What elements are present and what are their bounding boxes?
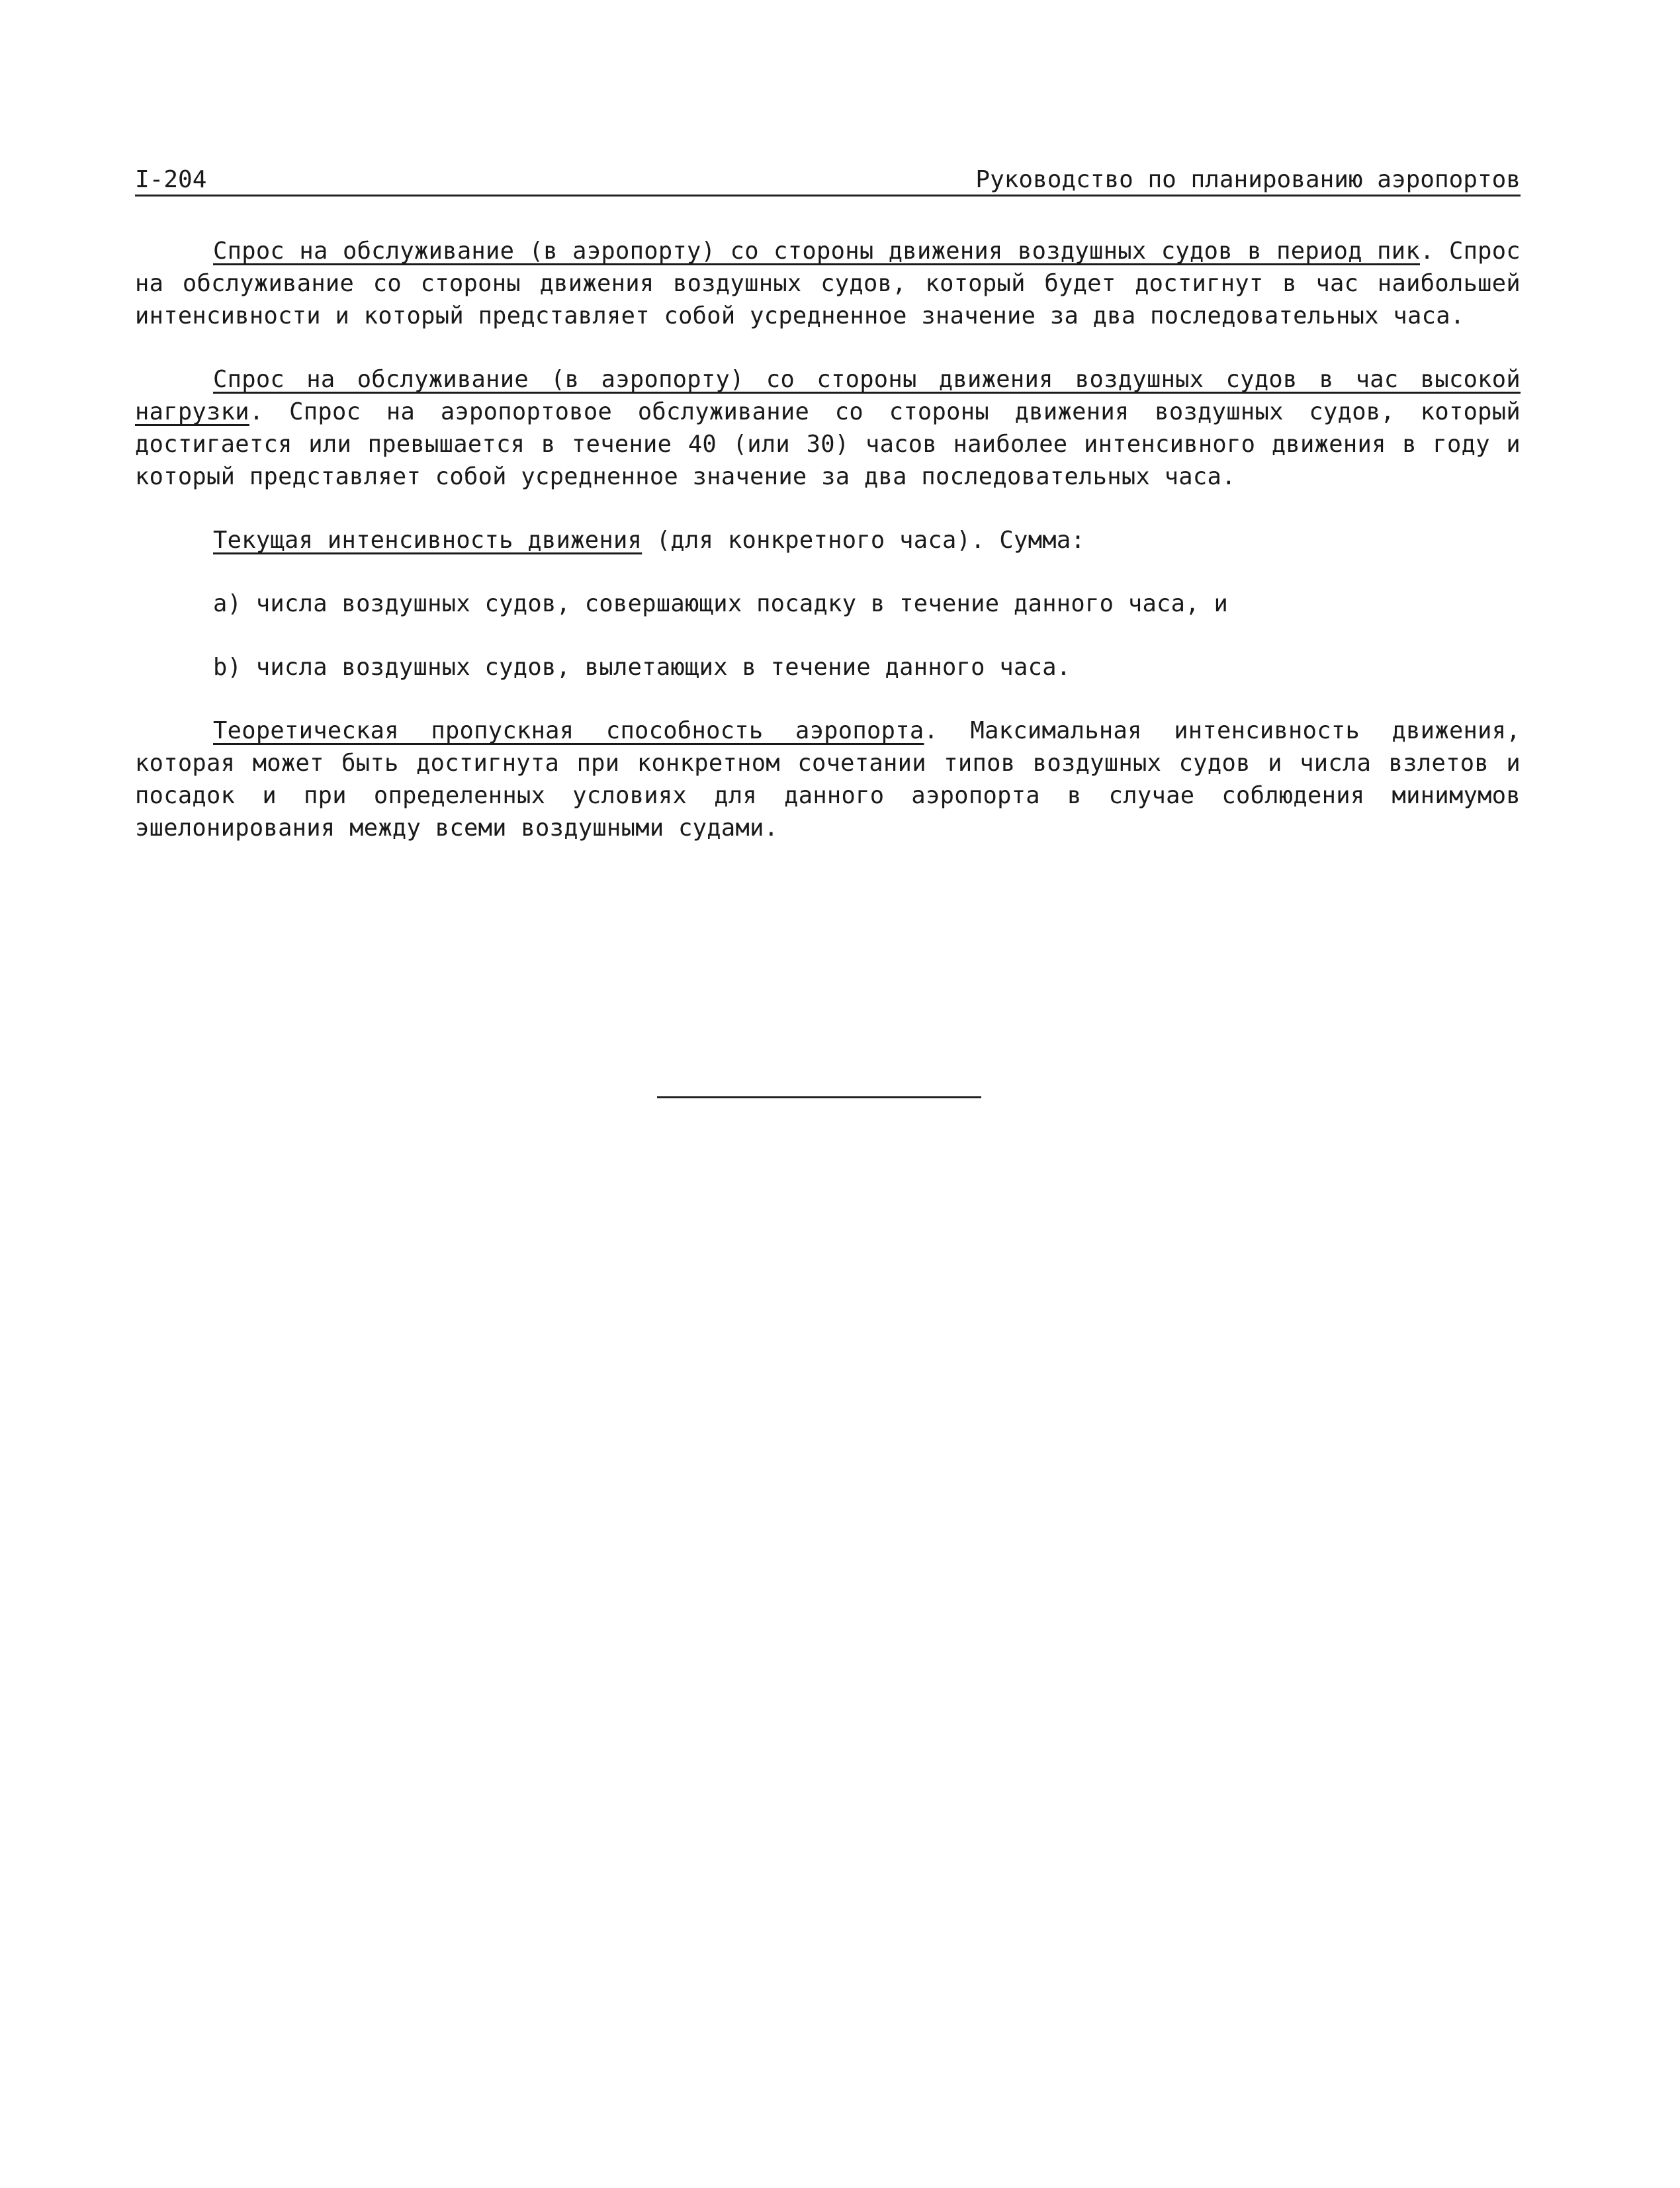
definition-text: . Спрос на аэропортовое обслуживание со стороны движения воздушных судов, который достигается или превышается в течение 40 (или 30) часов наиболее интенсивного движения в году и который представляет собой усредненное значение за два последовательных часа. [135,398,1521,490]
document-body [135,235,1521,875]
end-separator-line [657,1096,981,1098]
definition-text: . Спрос на обслуживание со стороны движения воздушных судов, который будет достигнут в час наибольшей интенсивности и который представляет собой усредненное значение за два последовательных часа. [135,238,1521,329]
definition-current-intensity [135,524,1521,556]
page-header [135,164,1521,197]
definition-text: (для конкретного часа). Сумма: [642,527,1086,554]
definition-peak-demand [135,235,1521,332]
list-item-b: b) числа воздушных судов, вылетающих в течение данного часа. [213,654,1071,681]
definition-theoretical-capacity [135,715,1521,844]
definition-term: Текущая интенсивность движения [213,527,642,554]
definition-term: Теоретическая пропускная способность аэропорта [213,717,924,744]
definition-text: . Максимальная интенсивность движения, которая может быть достигнута при конкретном сочетании типов воздушных судов и числа взлетов и посадок и при определенных условиях для данного аэропорта в случае соблюдения минимумов эшелонирования между всеми воздушными судами. [135,717,1521,842]
list-item-a: a) числа воздушных судов, совершающих посадку в течение данного часа, и [213,590,1229,617]
definition-term: Спрос на обслуживание (в аэропорту) со стороны движения воздушных судов в час высокой нагрузки [135,366,1521,425]
document-title: Руководство по планированию аэропортов [975,166,1521,193]
definition-term: Спрос на обслуживание (в аэропорту) со стороны движения воздушных судов в период пик [213,238,1420,265]
page-number: I-204 [135,166,207,193]
definition-high-load-demand [135,363,1521,493]
